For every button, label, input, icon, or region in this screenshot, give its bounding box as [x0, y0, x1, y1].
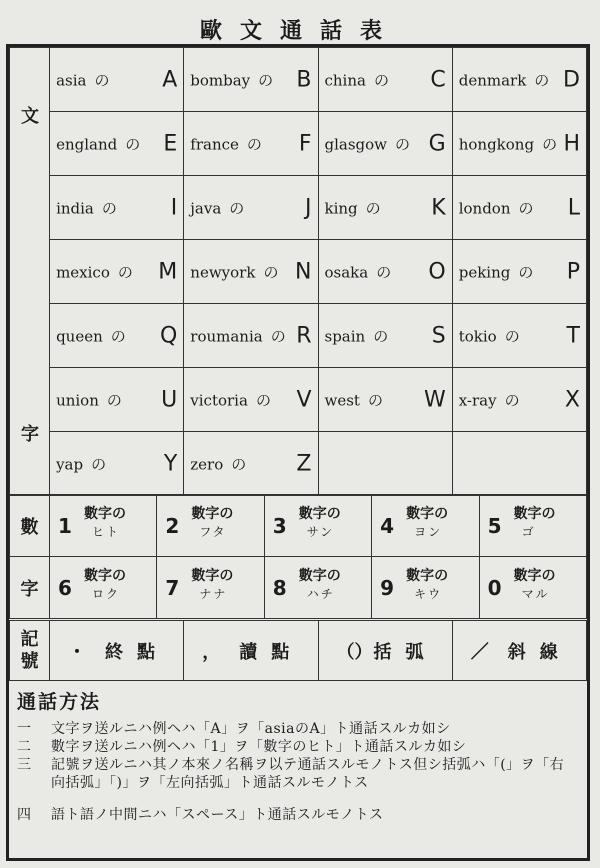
- method-line-text: 數字ヲ送ルニハ例ヘハ「1」ヲ「數字のヒト」ト通話スルカ如シ: [51, 739, 467, 755]
- code-word-text: zero: [190, 455, 224, 473]
- code-word: [56, 453, 106, 474]
- number-word: [406, 505, 448, 541]
- letter-cell: [184, 432, 318, 496]
- letter-cell: [184, 304, 318, 368]
- number-reading: マル: [521, 587, 550, 601]
- connector-no: の: [258, 71, 274, 89]
- connector-no: の: [376, 263, 392, 281]
- number-cell: [479, 557, 586, 619]
- letter-glyph: L: [567, 195, 580, 220]
- code-word: [325, 69, 389, 90]
- code-word: [459, 261, 534, 282]
- code-word-text: bombay: [190, 71, 251, 89]
- connector-no: の: [518, 199, 534, 217]
- symbol-glyph: ，: [202, 641, 221, 663]
- connector-no: の: [246, 135, 262, 153]
- code-word-text: java: [190, 199, 222, 217]
- letter-glyph: C: [430, 67, 446, 92]
- number-word: [84, 505, 126, 541]
- number-label: 數字の: [298, 506, 341, 522]
- method-line-number: 一: [17, 721, 31, 737]
- letter-cell: [452, 112, 586, 176]
- numbers-side-label-top: 數: [10, 495, 50, 557]
- number-label: 數字の: [191, 568, 234, 584]
- number-word: [406, 567, 448, 603]
- number-label: 數字の: [191, 506, 234, 522]
- code-word-text: england: [56, 135, 118, 153]
- connector-no: の: [518, 263, 534, 281]
- symbols-table: [9, 620, 587, 681]
- digit-glyph: 6: [58, 575, 72, 600]
- number-cell: [157, 495, 264, 557]
- method-line: [17, 756, 577, 792]
- code-word-text: hongkong: [458, 135, 535, 153]
- letter-cell: [184, 112, 318, 176]
- symbols-side-label: [10, 621, 50, 681]
- number-word: [84, 567, 126, 603]
- code-word-text: queen: [56, 327, 103, 345]
- number-word: [514, 567, 556, 603]
- symbol-name: 括弧: [373, 641, 438, 663]
- method-line: [17, 738, 577, 756]
- code-word-text: yap: [56, 455, 84, 473]
- connector-no: の: [110, 327, 126, 345]
- method-title: 通話方法: [17, 691, 102, 713]
- symbol-glyph: ・: [68, 641, 86, 663]
- code-word-text: mexico: [56, 263, 110, 281]
- code-word: [325, 133, 411, 154]
- symbol-cell: [318, 621, 452, 681]
- letter-cell: [452, 368, 586, 432]
- method-line: [17, 720, 577, 738]
- code-word-text: london: [458, 199, 511, 217]
- letter-cell: [318, 48, 452, 112]
- letter-cell: [184, 368, 318, 432]
- number-cell: [372, 557, 479, 619]
- code-word-text: osaka: [324, 263, 369, 281]
- letter-cell: [452, 240, 586, 304]
- code-word-text: denmark: [458, 71, 527, 89]
- number-word: [299, 505, 341, 541]
- symbol-name: 讀點: [239, 641, 304, 663]
- method-line-text: 文字ヲ送ルニハ例ヘハ「A」ヲ「asiaのA」ト通話スルカ如シ: [51, 721, 451, 737]
- letter-cell: [452, 432, 586, 496]
- letter-cell: [184, 176, 318, 240]
- letter-glyph: J: [305, 195, 312, 220]
- code-word: [56, 261, 133, 282]
- letter-glyph: V: [296, 387, 312, 412]
- letters-side-label-bottom: 字: [21, 424, 39, 445]
- connector-no: の: [504, 391, 520, 409]
- letter-glyph: N: [295, 259, 312, 284]
- method-section: [17, 687, 577, 824]
- letter-glyph: K: [431, 195, 446, 220]
- letter-cell: [318, 304, 452, 368]
- letter-cell: [452, 176, 586, 240]
- code-word-text: newyork: [190, 263, 256, 281]
- number-cell: [157, 557, 264, 619]
- letter-glyph: U: [161, 387, 178, 412]
- code-word-text: victoria: [190, 391, 248, 409]
- digit-glyph: 5: [487, 513, 502, 538]
- code-word-text: peking: [458, 263, 511, 281]
- number-cell: [264, 495, 371, 557]
- letter-cell: [452, 304, 586, 368]
- connector-no: の: [542, 135, 558, 153]
- code-word: [325, 197, 381, 218]
- connector-no: の: [373, 71, 389, 89]
- numbers-table: [9, 494, 587, 619]
- letters-side-label: [10, 48, 50, 496]
- letter-glyph: F: [298, 131, 312, 156]
- connector-no: の: [365, 199, 381, 217]
- letters-side-label-top: 文: [21, 106, 39, 127]
- number-word: [299, 567, 341, 603]
- number-word: [191, 505, 233, 541]
- number-label: 數字の: [84, 506, 126, 522]
- number-reading: ゴ: [521, 525, 536, 539]
- code-word-text: asia: [56, 71, 87, 89]
- code-word: [56, 133, 140, 154]
- code-word: [459, 197, 534, 218]
- code-word: [459, 133, 557, 154]
- symbols-side-label-bottom: 號: [20, 650, 39, 672]
- letter-glyph: G: [428, 131, 446, 156]
- letter-glyph: Z: [296, 451, 312, 476]
- letter-glyph: P: [566, 259, 580, 284]
- symbol-cell: [184, 621, 318, 681]
- code-word: [190, 325, 285, 346]
- digit-glyph: 3: [272, 513, 287, 538]
- code-word: [459, 69, 550, 90]
- code-word-text: spain: [324, 327, 366, 345]
- connector-no: の: [263, 263, 279, 281]
- letter-glyph: B: [296, 67, 312, 92]
- code-word: [56, 197, 117, 218]
- code-word: [325, 261, 392, 282]
- number-label: 數字の: [513, 506, 556, 522]
- letter-cell: [184, 48, 318, 112]
- code-word: [459, 389, 520, 410]
- connector-no: の: [395, 135, 411, 153]
- digit-glyph: 4: [380, 513, 395, 538]
- letter-cell: [318, 112, 452, 176]
- letter-glyph: Q: [159, 323, 178, 348]
- code-word: [325, 389, 383, 410]
- letter-glyph: I: [170, 195, 178, 220]
- number-reading: ハチ: [306, 587, 335, 601]
- letter-glyph: M: [158, 259, 178, 284]
- number-reading: フタ: [199, 525, 227, 539]
- number-label: 數字の: [406, 506, 449, 522]
- symbol-cell: [452, 621, 586, 681]
- letter-cell: [50, 176, 184, 240]
- code-word-text: china: [324, 71, 366, 89]
- letter-cell: [50, 48, 184, 112]
- letter-glyph: Y: [163, 451, 178, 476]
- number-reading: サン: [306, 525, 335, 539]
- number-cell: [479, 495, 586, 557]
- method-line-text: 記號ヲ送ルニハ其ノ本來ノ名稱ヲ以テ通話スルモノトス但シ括弧ハ「(」ヲ「右向括弧」「)」ヲ「左向括弧」ト通話スルモノトス: [51, 757, 565, 791]
- letter-cell: [318, 240, 452, 304]
- code-word-text: union: [56, 391, 99, 409]
- code-word: [190, 261, 278, 282]
- code-word: [190, 69, 273, 90]
- code-word: [190, 389, 271, 410]
- number-cell: [50, 557, 157, 619]
- letter-glyph: D: [563, 67, 580, 92]
- connector-no: の: [534, 71, 550, 89]
- code-word: [56, 389, 122, 410]
- number-label: 數字の: [513, 568, 556, 584]
- code-word: [459, 325, 520, 346]
- letter-glyph: H: [563, 131, 580, 156]
- letter-cell: [50, 304, 184, 368]
- letter-glyph: O: [428, 259, 446, 284]
- letter-glyph: R: [296, 323, 312, 348]
- connector-no: の: [117, 263, 133, 281]
- number-label: 數字の: [84, 568, 126, 584]
- connector-no: の: [125, 135, 141, 153]
- table-frame: [6, 44, 590, 861]
- letter-glyph: E: [163, 131, 178, 156]
- number-label: 數字の: [406, 568, 449, 584]
- number-reading: ヨン: [414, 525, 443, 539]
- code-word: [190, 453, 246, 474]
- number-reading: ロク: [92, 587, 121, 601]
- method-line-number: 四: [17, 807, 31, 823]
- number-cell: [50, 495, 157, 557]
- connector-no: の: [367, 391, 383, 409]
- connector-no: の: [255, 391, 271, 409]
- letter-glyph: T: [566, 323, 580, 348]
- code-word-text: glasgow: [324, 135, 388, 153]
- digit-glyph: 1: [58, 513, 72, 538]
- connector-no: の: [231, 455, 247, 473]
- code-word-text: india: [56, 199, 94, 217]
- letter-glyph: X: [564, 387, 580, 412]
- letter-glyph: A: [162, 67, 178, 92]
- code-word: [190, 133, 262, 154]
- method-line: [17, 806, 577, 824]
- digit-glyph: 8: [272, 575, 287, 600]
- symbol-glyph: （）: [336, 641, 373, 663]
- connector-no: の: [106, 391, 122, 409]
- connector-no: の: [94, 71, 110, 89]
- method-line-number: 三: [17, 757, 31, 773]
- digit-glyph: 7: [165, 575, 180, 600]
- number-reading: キウ: [414, 587, 443, 601]
- number-reading: ナナ: [199, 587, 228, 601]
- letter-cell: [318, 368, 452, 432]
- letter-cell: [50, 240, 184, 304]
- symbol-name: 終點: [105, 641, 169, 663]
- symbols-side-label-top: 記: [20, 628, 39, 650]
- code-word-text: west: [324, 391, 360, 409]
- numbers-side-label-bottom: 字: [10, 557, 50, 619]
- code-word-text: tokio: [458, 327, 497, 345]
- symbol-cell: [50, 621, 184, 681]
- letter-cell: [184, 240, 318, 304]
- connector-no: の: [91, 455, 107, 473]
- connector-no: の: [504, 327, 520, 345]
- letter-cell: [50, 432, 184, 496]
- number-label: 數字の: [298, 568, 341, 584]
- code-word: [190, 197, 244, 218]
- number-word: [191, 567, 233, 603]
- code-word-text: france: [190, 135, 239, 153]
- digit-glyph: 9: [380, 575, 395, 600]
- connector-no: の: [229, 199, 245, 217]
- symbol-glyph: ／: [470, 641, 489, 663]
- symbol-name: 斜線: [507, 641, 572, 663]
- code-word: [325, 325, 389, 346]
- letter-glyph: S: [431, 323, 446, 348]
- letter-cell: [50, 368, 184, 432]
- connector-no: の: [270, 327, 286, 345]
- letter-glyph: W: [423, 387, 446, 412]
- letter-cell: [50, 112, 184, 176]
- connector-no: の: [373, 327, 389, 345]
- letter-cell: [318, 432, 452, 496]
- number-reading: ヒト: [92, 525, 121, 539]
- page-title: 歐文通話表: [199, 18, 400, 44]
- letter-cell: [452, 48, 586, 112]
- digit-glyph: 0: [487, 575, 502, 600]
- connector-no: の: [101, 199, 117, 217]
- number-cell: [264, 557, 371, 619]
- code-word-text: king: [324, 199, 358, 217]
- number-cell: [372, 495, 479, 557]
- code-word: [56, 325, 126, 346]
- letter-cell: [318, 176, 452, 240]
- method-line-text: 語ト語ノ中間ニハ「スペース」ト通話スルモノトス: [51, 807, 384, 823]
- letters-table: [9, 47, 587, 496]
- digit-glyph: 2: [165, 513, 180, 538]
- code-word: [56, 69, 109, 90]
- code-word-text: roumania: [190, 327, 263, 345]
- method-line-number: 二: [17, 739, 31, 755]
- number-word: [514, 505, 556, 541]
- code-word-text: x-ray: [458, 391, 497, 409]
